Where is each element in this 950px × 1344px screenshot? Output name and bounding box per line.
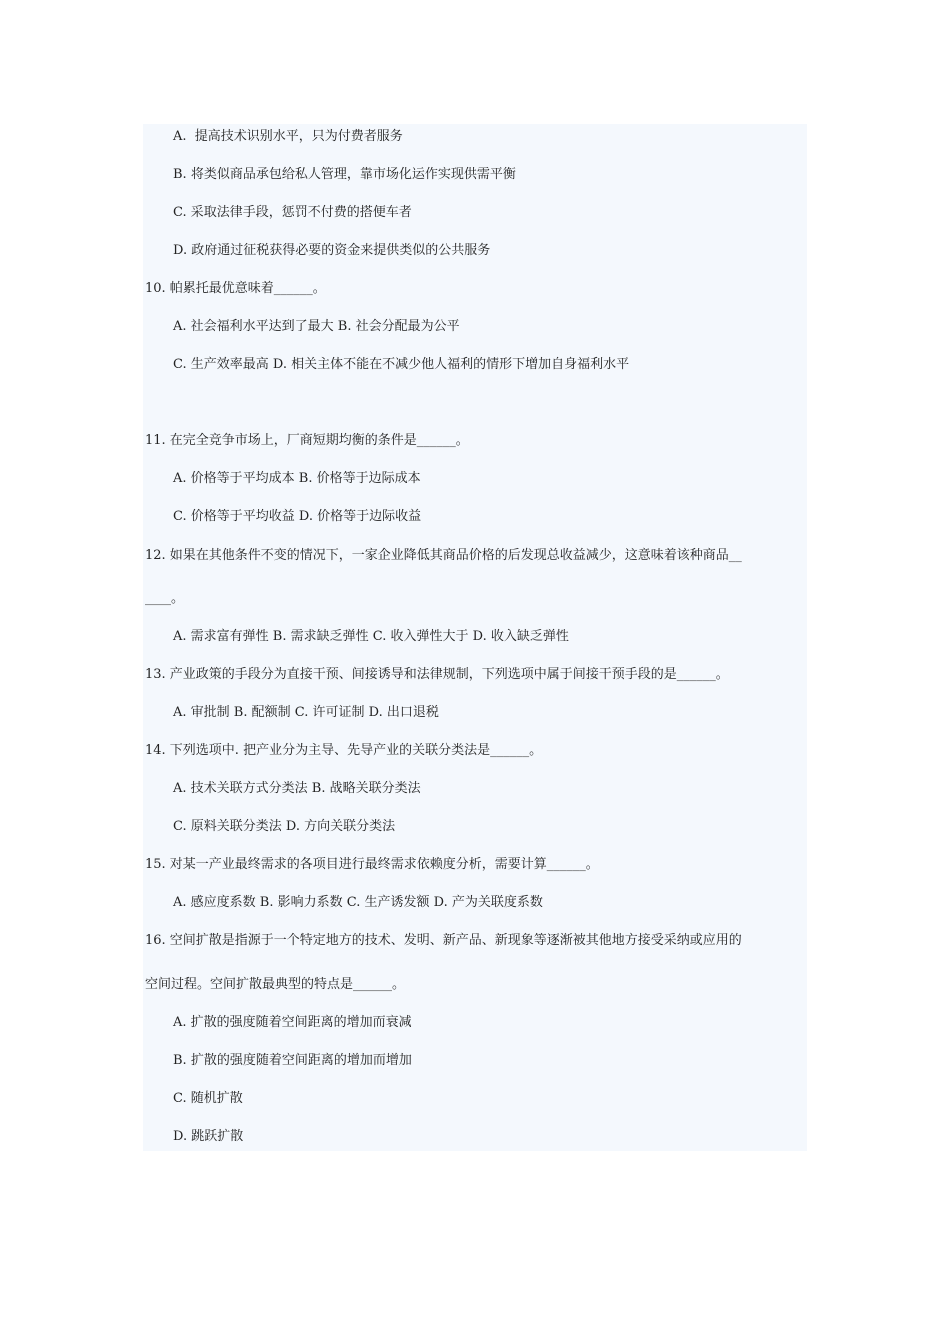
option-line: C. 随机扩散	[173, 1091, 243, 1106]
option-line: B. 将类似商品承包给私人管理，靠市场化运作实现供需平衡	[173, 167, 516, 182]
option-line: A. 扩散的强度随着空间距离的增加而衰减	[173, 1015, 412, 1030]
option-line: A. 审批制 B. 配额制 C. 许可证制 D. 出口退税	[173, 705, 439, 720]
option-line: D. 跳跃扩散	[173, 1129, 244, 1144]
option-line: B. 扩散的强度随着空间距离的增加而增加	[173, 1053, 412, 1068]
question-line: 14. 下列选项中. 把产业分为主导、先导产业的关联分类法是______。	[145, 743, 543, 758]
option-line: C. 原料关联分类法 D. 方向关联分类法	[173, 819, 396, 834]
option-line: A. 技术关联方式分类法 B. 战略关联分类法	[173, 781, 421, 796]
option-line: C. 采取法律手段，惩罚不付费的搭便车者	[173, 205, 412, 220]
option-line: A. 感应度系数 B. 影响力系数 C. 生产诱发额 D. 产为关联度系数	[173, 895, 543, 910]
option-line: C. 价格等于平均收益 D. 价格等于边际收益	[173, 509, 422, 524]
question-line: 11. 在完全竞争市场上，厂商短期均衡的条件是______。	[145, 433, 469, 448]
question-line: 12. 如果在其他条件不变的情况下，一家企业降低其商品价格的后发现总收益减少，这意味着该种商品__	[145, 548, 742, 563]
option-line: A. 社会福利水平达到了最大 B. 社会分配最为公平	[173, 319, 460, 334]
question-line: ____。	[145, 591, 185, 606]
question-line: 13. 产业政策的手段分为直接干预、间接诱导和法律规制，下列选项中属于间接干预手段的是______。	[145, 667, 729, 682]
option-line: A. 价格等于平均成本 B. 价格等于边际成本	[173, 471, 421, 486]
option-line: A. 需求富有弹性 B. 需求缺乏弹性 C. 收入弹性大于 D. 收入缺乏弹性	[173, 629, 569, 644]
question-line: 16. 空间扩散是指源于一个特定地方的技术、发明、新产品、新现象等逐渐被其他地方接受采纳或应用的	[145, 933, 742, 948]
option-line: A. 提高技术识别水平，只为付费者服务	[173, 129, 403, 144]
option-line: C. 生产效率最高 D. 相关主体不能在不减少他人福利的情形下增加自身福利水平	[173, 357, 630, 372]
question-line: 10. 帕累托最优意味着______。	[145, 281, 326, 296]
question-line: 15. 对某一产业最终需求的各项目进行最终需求依赖度分析，需要计算______。	[145, 857, 599, 872]
question-line: 空间过程。空间扩散最典型的特点是______。	[145, 977, 406, 992]
option-line: D. 政府通过征税获得必要的资金来提供类似的公共服务	[173, 243, 491, 258]
